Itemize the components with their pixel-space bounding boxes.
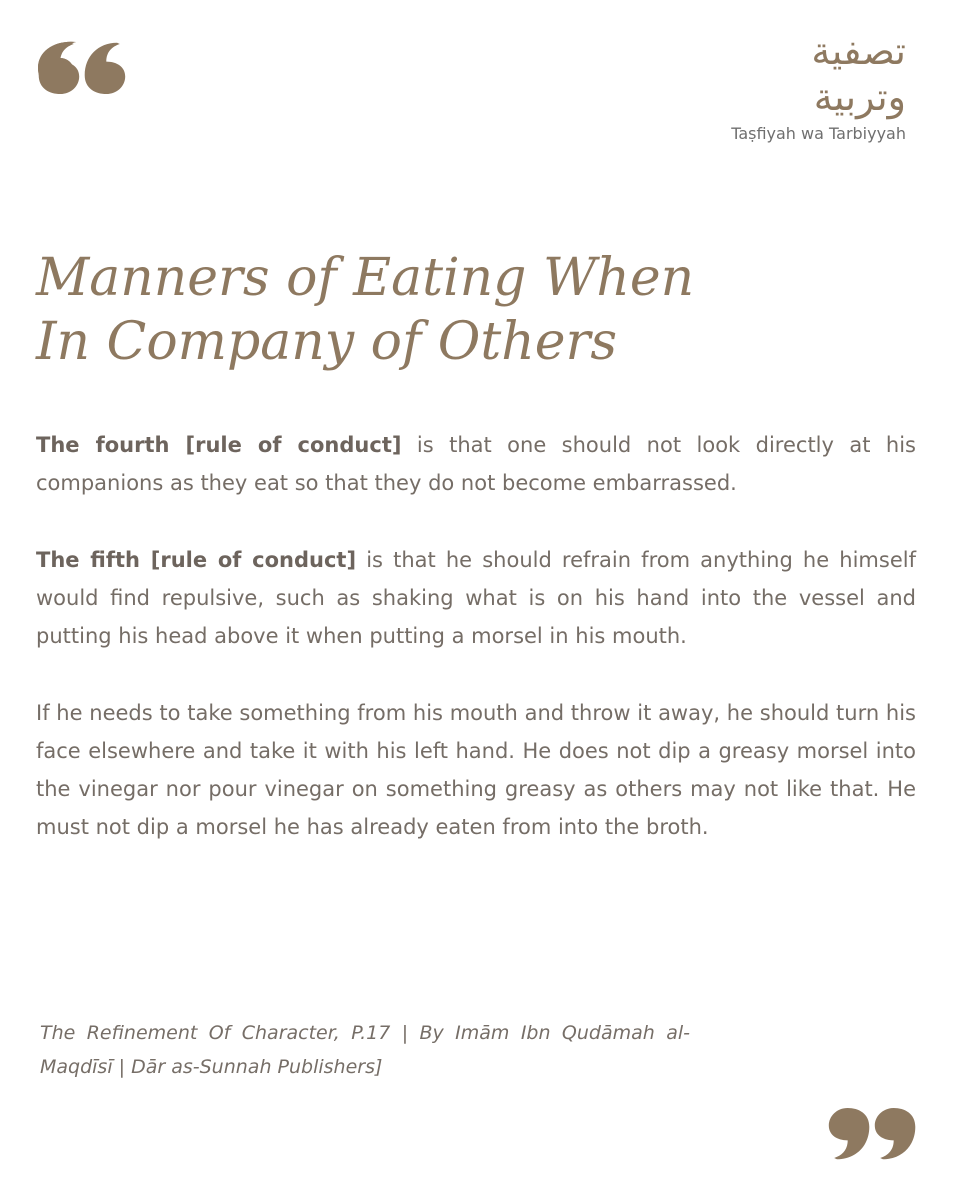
- paragraph-text: is that one should not look directly at his companions as they eat so that they do not become embarrassed.: [36, 433, 916, 495]
- page-title: [36, 246, 896, 374]
- title-line-2: In Company of Others: [36, 312, 618, 372]
- logo-arabic-line2: وتربية: [813, 75, 906, 119]
- paragraph-fourth-rule: [36, 426, 916, 502]
- paragraph-text: If he needs to take something from his mouth and throw it away, he should turn his face elsewhere and take it with his left hand. He does not dip a greasy morsel into the vinegar nor pour vinegar on something greasy as others may not like that. He must not dip a morsel he has already eaten from into the broth.: [36, 701, 916, 839]
- paragraph-fifth-rule: [36, 541, 916, 655]
- paragraph-lead: The fourth [rule of conduct]: [36, 433, 402, 457]
- paragraph-additional: [36, 694, 916, 846]
- title-line-1: Manners of Eating When: [36, 248, 695, 308]
- logo-arabic-line1: تصفية: [811, 29, 906, 73]
- source-citation: The Refinement Of Character, P.17 | By Imām Ibn Qudāmah al-Maqdīsī | Dār as-Sunnah Publishers]: [40, 1022, 690, 1078]
- logo-latin-text: Taṣfiyah wa Tarbiyyah: [731, 124, 906, 143]
- article-body: [36, 426, 916, 885]
- close-quote-icon: [824, 1104, 918, 1168]
- paragraph-lead: The fifth [rule of conduct]: [36, 548, 357, 572]
- brand-logo: [706, 28, 906, 143]
- open-quote-icon: [36, 34, 130, 98]
- paragraph-text: is that he should refrain from anything he himself would find repulsive, such as shaking what is on his hand into the vessel and putting his head above it when putting a morsel in his mouth.: [36, 548, 916, 648]
